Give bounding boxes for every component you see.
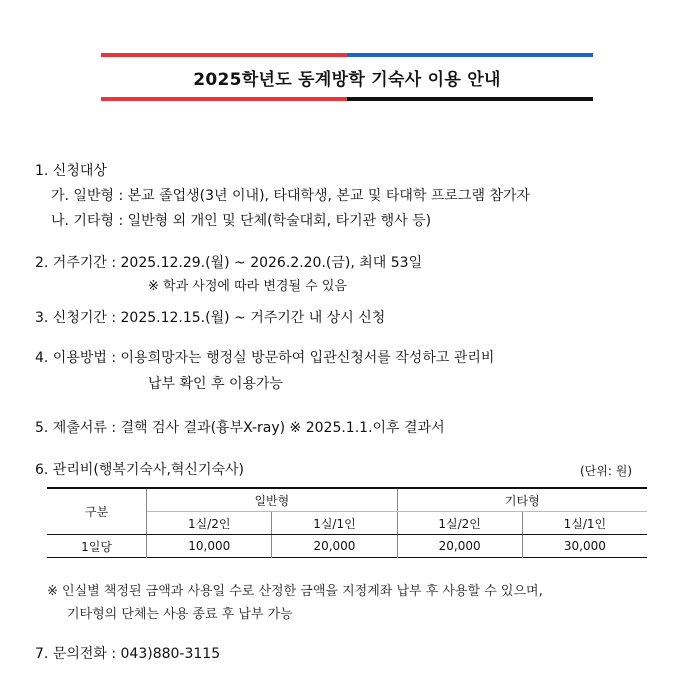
section-6-unit: (단위: 원) [580,464,632,478]
header-other: 기타형 [397,488,647,512]
section-1-line-a: 가. 일반형 : 본교 졸업생(3년 이내), 타대학생, 본교 및 타대학 프로그램 참가자 [51,188,531,204]
subheader-general-double: 1실/2인 [147,512,272,535]
fee-table [47,487,647,558]
section-5-line: 5. 제출서류 : 결핵 검사 결과(흉부X-ray) ※ 2025.1.1.이후 결과서 [35,420,445,436]
section-6-heading: 6. 관리비(행복기숙사,혁신기숙사) [35,462,244,478]
fee-table-wrapper [47,487,647,558]
page-title: 2025학년도 동계방학 기숙사 이용 안내 [193,69,501,90]
fee-general-double: 10,000 [147,535,272,558]
subheader-other-double: 1실/2인 [397,512,522,535]
section-4-line-1: 4. 이용방법 : 이용희망자는 행정실 방문하여 입관신청서를 작성하고 관리비 [35,350,495,366]
section-1-line-b: 나. 기타형 : 일반형 외 개인 및 단체(학술대회, 타기관 행사 등) [51,213,432,229]
title-bottom-black-bar [347,97,593,101]
fee-other-single: 30,000 [563,539,606,553]
title-bottom-red-bar [101,97,347,101]
subheader-other-single: 1실/1인 [522,512,647,535]
fee-other-double: 20,000 [397,535,522,558]
section-2-note: ※ 학과 사정에 따라 변경될 수 있음 [148,279,347,294]
section-1-heading: 1. 신청대상 [35,163,107,179]
fee-note-line-1: ※ 인실별 책정된 금액과 사용일 수로 산정한 금액을 지정계좌 납부 후 사용할 수 있으며, [47,584,543,599]
fee-general-single: 20,000 [272,535,397,558]
section-4-line-2: 납부 확인 후 이용가능 [148,376,284,392]
section-7-line: 7. 문의전화 : 043)880-3115 [35,646,221,662]
title-banner [101,53,593,101]
row-label-per-day: 1일당 [47,535,147,558]
fee-note-line-2: 기타형의 단체는 사용 종료 후 납부 가능 [67,607,293,622]
subheader-general-single: 1실/1인 [272,512,397,535]
table-row [47,535,647,558]
header-category: 구분 [47,488,147,535]
section-2-line: 2. 거주기간 : 2025.12.29.(월) ~ 2026.2.20.(금), 최대 53일 [35,255,423,271]
header-general: 일반형 [147,488,397,512]
section-3-line: 3. 신청기간 : 2025.12.15.(월) ~ 거주기간 내 상시 신청 [35,310,386,326]
